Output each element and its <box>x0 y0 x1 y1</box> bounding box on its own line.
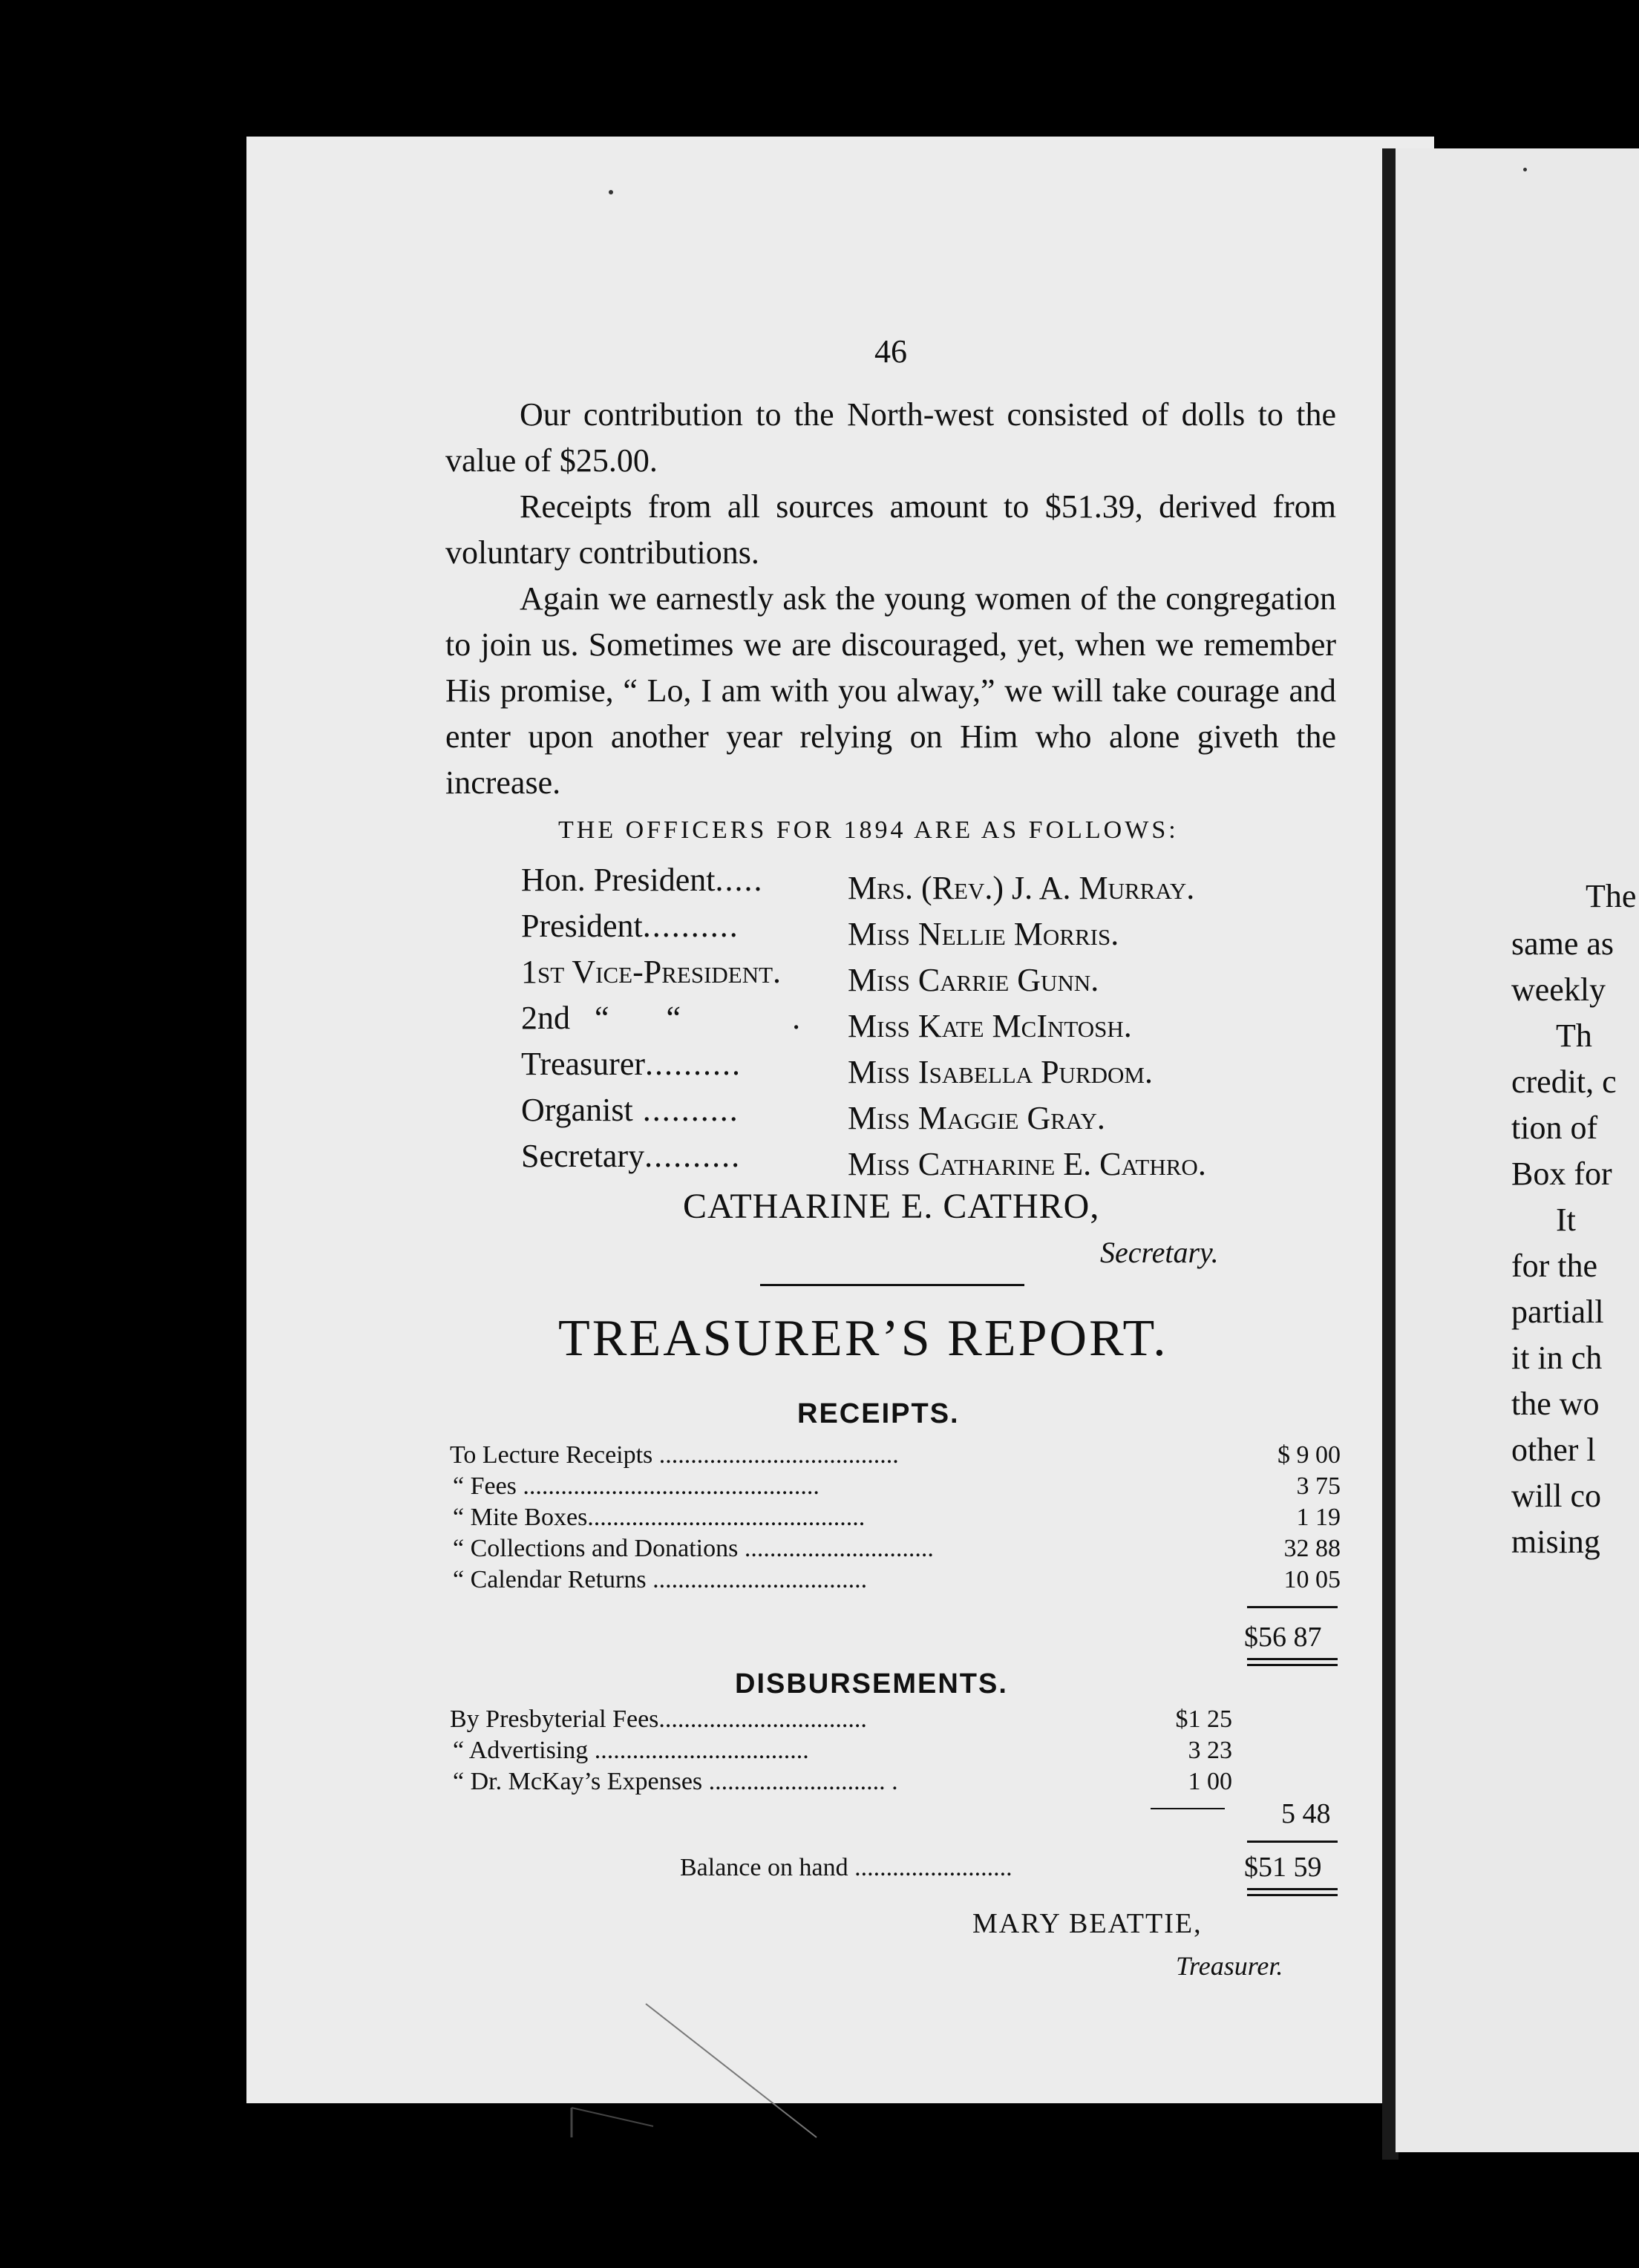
total-underline <box>1247 1888 1338 1890</box>
officer-row <box>521 861 1338 905</box>
officer-role: Secretary <box>521 1138 645 1174</box>
officer-role: 2nd “ “ <box>521 1000 681 1036</box>
leader-dots: .......... <box>645 1046 742 1082</box>
receipt-label: “ Calendar Returns .................................. <box>453 1566 868 1593</box>
officer-name: Miss Kate McIntosh. <box>848 1008 1132 1044</box>
officer-row <box>521 907 1338 951</box>
receipt-amount: 32 88 <box>1283 1535 1341 1562</box>
right-page-fragment: mising <box>1511 1524 1600 1560</box>
disbursement-label: “ Advertising .................................. <box>453 1737 809 1764</box>
sum-rule <box>1151 1808 1225 1809</box>
paragraph-text: Again we earnestly ask the young women of the congregation to join us. Sometimes we are discouraged, yet, when we remember His promise, “ Lo, I am with you alway,” we will take courage and enter upon another year relying on Him who alone giveth the increase. <box>445 580 1336 801</box>
right-page <box>1396 148 1639 2152</box>
receipt-row <box>450 1566 1341 1596</box>
leader-dots: ..... <box>715 862 764 898</box>
officer-name: Mrs. (Rev.) J. A. Murray. <box>848 870 1195 906</box>
disbursements-total: 5 48 <box>1281 1798 1331 1829</box>
receipt-label: “ Mite Boxes............................................ <box>453 1504 866 1531</box>
balance-amount: $51 59 <box>1244 1852 1322 1883</box>
secretary-signature-title: Secretary. <box>1100 1236 1219 1269</box>
secretary-signature-name: CATHARINE E. CATHRO, <box>683 1187 1100 1226</box>
officer-role: Treasurer <box>521 1046 645 1082</box>
officer-row <box>521 1091 1338 1135</box>
paragraph-appeal <box>445 576 1336 806</box>
total-underline <box>1247 1664 1338 1666</box>
paragraph-text: Our contribution to the North-west consisted of dolls to the value of $25.00. <box>445 396 1336 479</box>
disbursement-row <box>450 1768 1341 1797</box>
officer-role: Hon. President <box>521 862 716 898</box>
officer-role: Organist <box>521 1092 633 1128</box>
right-page-fragment: credit, c <box>1511 1063 1617 1100</box>
sum-rule <box>1247 1841 1338 1843</box>
disbursement-amount: 3 23 <box>1188 1737 1232 1764</box>
leader-dots: . <box>792 1000 802 1036</box>
treasurer-signature-title: Treasurer. <box>1176 1951 1283 1981</box>
leader-dots: . <box>773 954 783 990</box>
right-page-fragment: Box for <box>1511 1156 1612 1192</box>
officer-name: Miss Maggie Gray. <box>848 1100 1105 1136</box>
right-page-fragment: other l <box>1511 1432 1596 1468</box>
paragraph-text: Receipts from all sources amount to $51.39, derived from voluntary contributions. <box>445 488 1336 571</box>
right-page-fragment: It <box>1556 1202 1576 1238</box>
receipt-amount: 1 19 <box>1296 1504 1341 1531</box>
paper-speck <box>609 190 613 194</box>
right-page-fragment: it in ch <box>1511 1340 1603 1376</box>
receipt-row <box>450 1472 1341 1502</box>
disbursement-label: By Presbyterial Fees................................. <box>450 1705 867 1733</box>
disbursements-heading: DISBURSEMENTS. <box>735 1668 1008 1700</box>
officer-name: Miss Nellie Morris. <box>848 916 1119 952</box>
report-title: TREASURER’S REPORT. <box>558 1310 1168 1367</box>
page-number: 46 <box>874 333 907 370</box>
paragraph-receipts <box>445 484 1336 576</box>
officer-row <box>521 1045 1338 1089</box>
receipt-row <box>450 1535 1341 1564</box>
receipts-total: $56 87 <box>1244 1622 1322 1653</box>
disbursement-row <box>450 1737 1341 1766</box>
receipt-row <box>450 1441 1341 1471</box>
total-underline <box>1247 1658 1338 1660</box>
officers-heading: THE OFFICERS FOR 1894 ARE AS FOLLOWS: <box>558 816 1179 844</box>
officer-name: Miss Isabella Purdom. <box>848 1054 1153 1090</box>
balance-label: Balance on hand ......................... <box>680 1854 1012 1881</box>
receipt-amount: 3 75 <box>1296 1472 1341 1500</box>
total-underline <box>1247 1894 1338 1896</box>
receipt-label: To Lecture Receipts ...................................... <box>450 1441 899 1469</box>
disbursement-label: “ Dr. McKay’s Expenses ............................ . <box>453 1768 898 1795</box>
right-page-fragment: Th <box>1556 1017 1592 1054</box>
officer-name: Miss Carrie Gunn. <box>848 962 1099 998</box>
officer-role: 1st Vice-President <box>521 954 773 990</box>
disbursement-amount: 1 00 <box>1188 1768 1232 1795</box>
officer-row <box>521 1137 1338 1181</box>
disbursement-amount: $1 25 <box>1175 1705 1232 1733</box>
right-page-fragment: same as <box>1511 925 1615 962</box>
officer-role: President <box>521 908 643 944</box>
receipt-label: “ Fees ............................................... <box>453 1472 820 1500</box>
right-page-fragment: the wo <box>1511 1386 1600 1422</box>
right-page-fragment: for the <box>1511 1248 1598 1284</box>
receipts-heading: RECEIPTS. <box>797 1398 960 1429</box>
officer-row <box>521 999 1338 1043</box>
receipt-row <box>450 1504 1341 1533</box>
right-page-fragment: weekly <box>1511 971 1606 1008</box>
leader-dots: .......... <box>632 1092 739 1128</box>
right-page-fragment: tion of <box>1511 1110 1598 1146</box>
receipt-amount: 10 05 <box>1283 1566 1341 1593</box>
officer-row <box>521 953 1338 997</box>
receipt-amount: $ 9 00 <box>1277 1441 1341 1469</box>
sum-rule <box>1247 1606 1338 1608</box>
receipt-label: “ Collections and Donations .............................. <box>453 1535 934 1562</box>
treasurer-signature-name: MARY BEATTIE, <box>972 1908 1203 1939</box>
leader-dots: .......... <box>644 1138 742 1174</box>
section-divider <box>760 1284 1024 1286</box>
paper-speck <box>1523 168 1527 171</box>
right-page-fragment: will co <box>1511 1478 1601 1514</box>
disbursement-row <box>450 1705 1341 1735</box>
officer-name: Miss Catharine E. Cathro. <box>848 1146 1206 1182</box>
right-page-fragment: partiall <box>1511 1294 1604 1330</box>
right-page-fragment: The <box>1586 878 1637 914</box>
leader-dots: .......... <box>642 908 739 944</box>
paragraph-northwest <box>445 392 1336 484</box>
paper-crease <box>564 1996 861 2145</box>
